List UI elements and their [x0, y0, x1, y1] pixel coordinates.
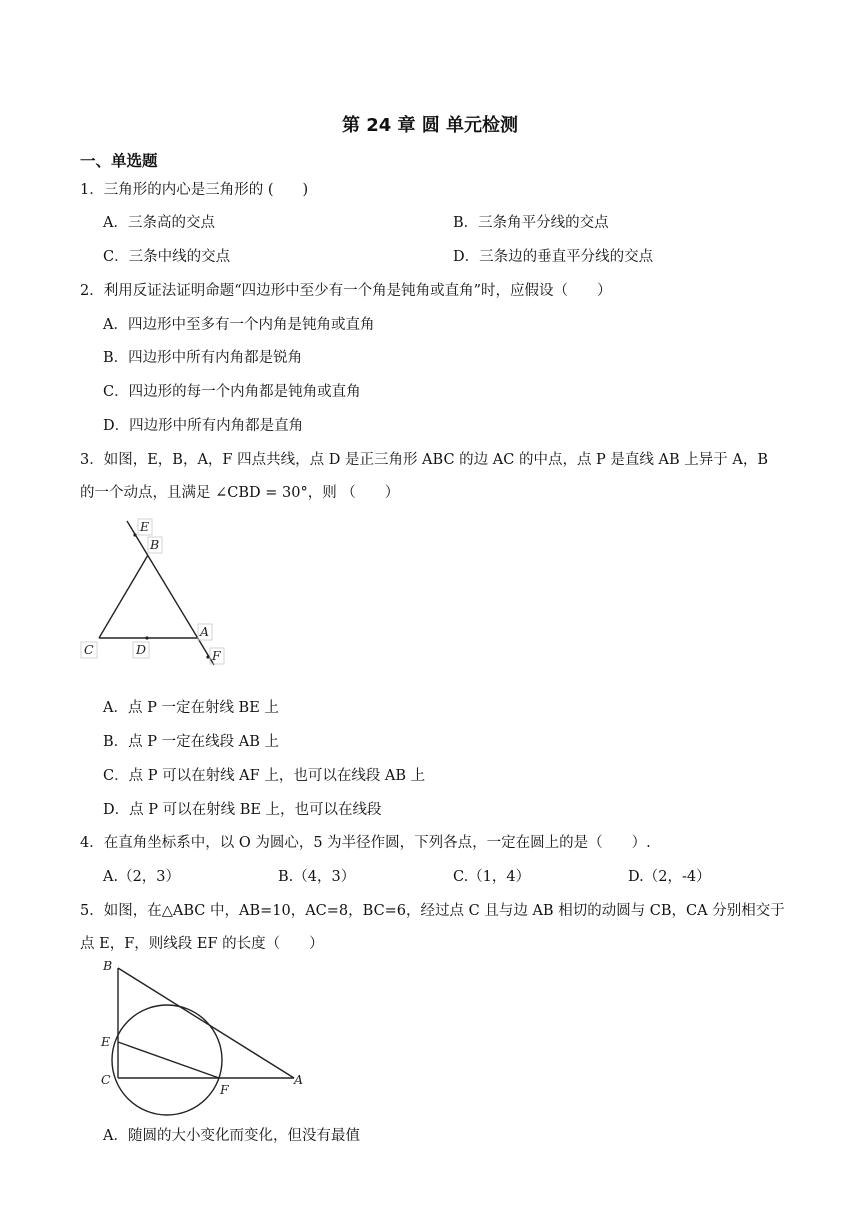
- question-1-option-d: D．三条边的垂直平分线的交点: [453, 249, 654, 265]
- question-1-stem: 1．三角形的内心是三角形的 ( ): [80, 182, 309, 198]
- question-3-option-d: D．点 P 可以在射线 BE 上，也可以在线段: [103, 802, 382, 818]
- question-1-option-a: A．三条高的交点: [103, 215, 215, 231]
- question-3-option-b: B．点 P 一定在线段 AB 上: [103, 734, 279, 750]
- question-4-option-b: B.（4，3）: [278, 869, 356, 885]
- segment-ab: [118, 968, 294, 1078]
- question-4-stem: 4．在直角坐标系中，以 O 为圆心，5 为半径作圆，下列各点，一定在圆上的是（ ）.: [80, 835, 651, 851]
- question-1-option-b: B．三条角平分线的交点: [453, 215, 609, 231]
- label-c: C: [101, 1072, 111, 1087]
- question-1-option-c: C．三条中线的交点: [103, 249, 231, 265]
- label-d: D: [136, 642, 147, 657]
- segment-bc: [99, 555, 148, 638]
- point-e-dot: [133, 533, 136, 536]
- label-f: F: [212, 648, 221, 663]
- section-heading: 一、单选题: [80, 152, 158, 170]
- question-4-option-c: C.（1，4）: [453, 869, 531, 885]
- page-title: 第 24 章 圆 单元检测: [341, 115, 519, 136]
- label-b: B: [103, 958, 113, 973]
- label-e: E: [101, 1034, 111, 1049]
- question-3-option-c: C．点 P 可以在射线 AF 上，也可以在线段 AB 上: [103, 768, 426, 784]
- question-5-figure: [96, 958, 312, 1120]
- question-3-stem-line-1: 3．如图，E，B，A，F 四点共线，点 D 是正三角形 ABC 的边 AC 的中点，点 P 是直线 AB 上异于 A，B: [80, 452, 768, 468]
- question-3-option-a: A．点 P 一定在射线 BE 上: [103, 700, 279, 716]
- question-5-stem-line-1: 5．如图，在△ABC 中，AB=10，AC=8，BC=6，经过点 C 且与边 AB 相切的动圆与 CB，CA 分别相交于: [80, 903, 785, 919]
- question-3-figure: [78, 514, 238, 678]
- question-5-option-a: A．随圆的大小变化而变化，但没有最值: [103, 1128, 360, 1144]
- point-f-dot: [206, 655, 209, 658]
- point-d-dot: [145, 636, 148, 639]
- label-c: C: [84, 642, 94, 657]
- question-4-option-d: D.（2，-4）: [628, 869, 711, 885]
- label-b: B: [150, 537, 160, 552]
- question-2-option-d: D．四边形中所有内角都是直角: [103, 418, 304, 434]
- label-f: F: [220, 1082, 229, 1097]
- question-4-option-a: A.（2，3）: [103, 869, 181, 885]
- question-2-option-b: B．四边形中所有内角都是锐角: [103, 350, 303, 366]
- label-a: A: [294, 1072, 304, 1087]
- question-5-stem-line-2: 点 E，F，则线段 EF 的长度（ ）: [80, 936, 324, 952]
- question-3-stem-line-2: 的一个动点，且满足 ∠CBD = 30°，则 （ ）: [80, 485, 400, 501]
- label-e: E: [140, 519, 150, 534]
- question-2-option-a: A．四边形中至多有一个内角是钝角或直角: [103, 317, 375, 333]
- question-2-stem: 2．利用反证法证明命题“四边形中至少有一个角是钝角或直角”时，应假设（ ）: [80, 283, 612, 299]
- question-2-option-c: C．四边形的每一个内角都是钝角或直角: [103, 384, 361, 400]
- label-a: A: [200, 624, 210, 639]
- segment-ef: [118, 1042, 219, 1078]
